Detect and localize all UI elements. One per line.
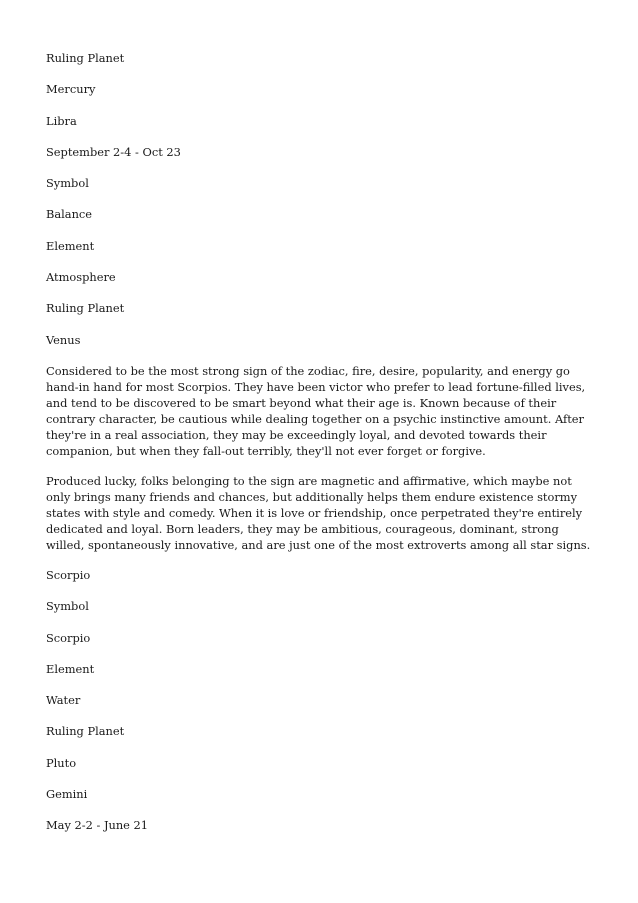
text-line: Symbol [46,599,89,614]
text-line: Ruling Planet [46,51,125,65]
text-line: Ruling Planet [46,724,125,739]
text-line: Scorpio [46,630,91,645]
text-line: Element [46,661,95,676]
document-page [46,50,594,849]
paragraph: Produced lucky, folks belonging to the sign are magnetic and affirmative, which maybe not only brings many friends and chances, but additionally helps them endure existence stormy states with style and comedy. When it is love or friendship, once perpetrated they're entirely dedicated and loyal. Born leaders, they may be ambitious, courageous, dominant, strong willed, spontaneously innovative, and are just one of the most extroverts among all star signs. [46,473,591,552]
text-line: Water [46,693,81,708]
text-line: Mercury [46,82,96,97]
text-line: Atmosphere [46,270,116,285]
text-line: Pluto [46,755,77,770]
text-line: Balance [46,207,93,222]
text-line: September 2-4 - Oct 23 [46,144,181,159]
text-line: Scorpio [46,567,91,582]
paragraph: Considered to be the most strong sign of the zodiac, fire, desire, popularity, and energy go hand-in hand for most Scorpios. They have been victor who prefer to lead fortune-filled lives, and tend to be discovered to be smart beyond what their age is. Known because of their contrary character, be cautious while dealing together on a psychic instinctive amount. After they're in a real association, they may be exceedingly loyal, and devoted towards their companion, but when they fall-out terribly, they'll not ever forget or forgive. [46,363,586,458]
text-line: Gemini [46,787,88,802]
text-line: May 2-2 - June 21 [46,818,149,833]
text-line: Ruling Planet [46,301,125,316]
text-line: Symbol [46,176,89,191]
text-line: Venus [46,332,81,347]
text-line: Element [46,238,95,253]
text-line: Libra [46,113,77,128]
